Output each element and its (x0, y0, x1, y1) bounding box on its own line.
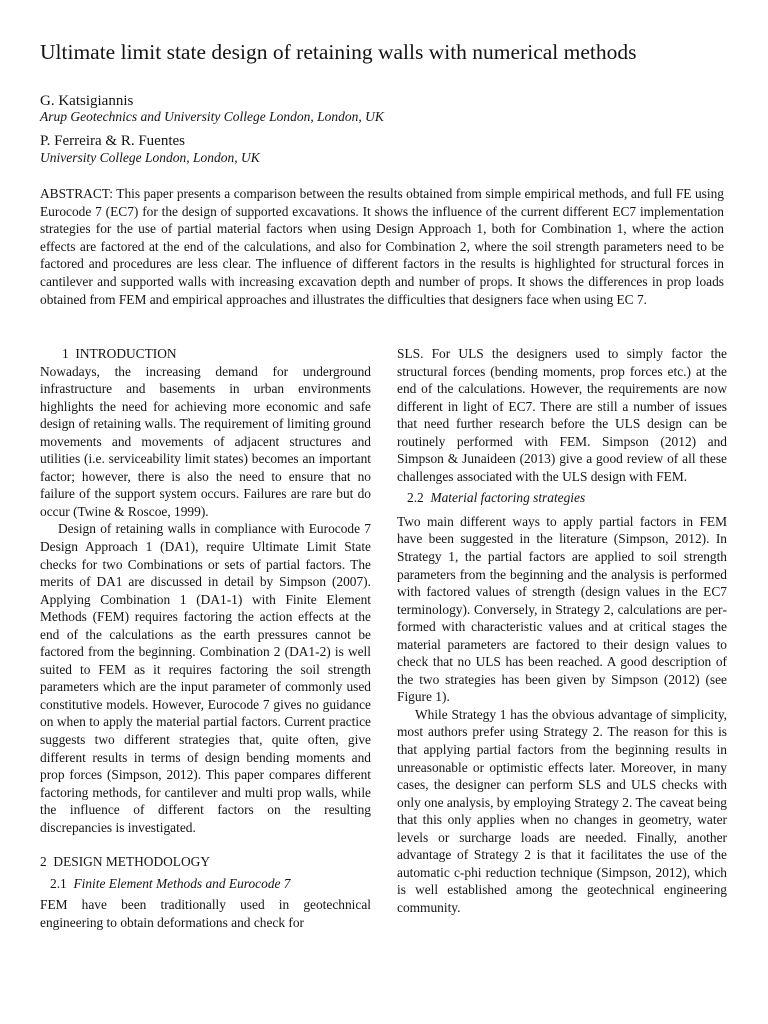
author-affiliation-2: University College London, London, UK (40, 150, 260, 165)
subsection-heading-fem (40, 875, 371, 893)
section-title: INTRODUCTION (75, 346, 177, 361)
intro-paragraph-1: Nowadays, the increasing demand for underground infrastructure and basements in urban environments highlights the need for achieving more economic and safe design of retaining walls. The requirement of limiting ground movements and movements of adjacent structures and utilities (i.e. serviceability limit states) becomes an important factor; however, there is also the need to ensure that no failure of the support system occurs. Failures are rare but do occur (Twine & Roscoe, 1999). (40, 363, 371, 519)
section-number: 2 (40, 854, 47, 870)
subsection-number: 2.1 (50, 875, 67, 891)
subsection-number: 2.2 (407, 490, 424, 506)
subsection-title: Material factoring strategies (430, 490, 586, 506)
section-heading-introduction (40, 345, 371, 363)
author-name-2: P. Ferreira & R. Fuentes (40, 133, 185, 149)
section-title: DESIGN METHODOLOGY (53, 854, 210, 870)
fem-paragraph-start: FEM have been traditionally used in geotechnical engineering to obtain deformations and check for (40, 897, 371, 930)
material-paragraph-1: Two main different ways to apply partial factors in FEM have been suggested in the literature (Simpson, 2012). In Strategy 1, the partial factors are applied to soil strength parameters from the beginning and the analysis is performed with factored values of strength (design values in the EC7 terminology). Conversely, in Strategy 2, calculations are performed with characteristic values and at critical stages the material parameters are factored to their design values to check that no ULS has been reached. A good description of the two strategies has been given by Simpson (2012) (see Figure 1). (397, 513, 727, 705)
left-column (40, 345, 371, 932)
subsection-title: Finite Element Methods and Eurocode 7 (73, 875, 291, 891)
author-name-1: G. Katsigiannis (40, 93, 134, 109)
section-number: 1 (62, 346, 69, 361)
author-affiliation-1: Arup Geotechnics and University College London, London, UK (40, 109, 384, 124)
abstract: ABSTRACT: This paper presents a comparison between the results obtained from simple empirical methods, and full FE using Eurocode 7 (EC7) for the design of supported excavations. It shows the influence of the current different EC7 implementation strategies for the use of partial material factors when using Design Approach 1, both for Combination 1, where the action effects are factored at the end of the calculations, and also for Combination 2, where the soil strength parameters need to be factored and procedures are less clear. The influence of different factors in the results is highlighted for structural forces in cantilever and supported walls with increasing excavation depth and number of props. It shows the differences in prop loads obtained from FEM and empirical approaches and illustrates the difficulties that designers face when using EC 7. (40, 186, 724, 307)
intro-paragraph-2: Design of retaining walls in compliance with Eurocode 7 Design Approach 1 (DA1), require Ultimate Limit State checks for two Combinations or sets of partial factors. The merits of DA1 are discussed in detail by Simpson (2007). Applying Combination 1 (DA1-1) with Finite Element Methods (FEM) requires factoring the action effects at the end of the calculations as the earth pressures cannot be factored from the beginning. Combination 2 (DA1-2) is well suited to FEM as it requires factoring the soil strength parameters which are the input parameter of commonly used constitutive models. However, Eurocode 7 gives no guidance on when to apply the material partial factors. Current practice suggests two different strategies that, quite often, give different results in terms of design bending moments and prop forces (Simpson, 2012). This paper compares different factoring methods, for cantilever and multi prop walls, while the influence of different factors on the resulting discrepancies is investigated. (40, 521, 371, 835)
paper-title: Ultimate limit state design of retaining walls with numerical methods (40, 40, 637, 64)
section-heading-design-methodology (40, 853, 371, 871)
right-column (397, 345, 727, 917)
fem-paragraph-continued: SLS. For ULS the designers used to simply factor the structural forces (bending moments, prop forces etc.) at the end of the calculations. However, the requirements are now different in light of EC7. There are still a number of issues that need further research before the ULS design can be routinely performed with FEM. Simpson (2012) and Simpson & Junaideen (2013) give a good review of all these challenges associated with the ULS design with FEM. (397, 346, 727, 484)
subsection-heading-material-factoring (397, 489, 727, 507)
material-paragraph-2: While Strategy 1 has the obvious advantage of simplicity, most authors prefer using Strategy 2. The reason for this is that applying partial factors from the beginning results in unreasonable or optimistic effects later. Moreover, in many cases, the designer can perform SLS and ULS checks with only one analysis, by employing Strategy 2. The caveat being that this only applies when no changes in geometry, water levels or surcharge loads are needed. Finally, another advantage of Strategy 2 is that it facilitates the use of the automatic c-phi reduction technique (Simpson, 2012), which is well established among the geotechnical engineering community. (397, 706, 727, 915)
